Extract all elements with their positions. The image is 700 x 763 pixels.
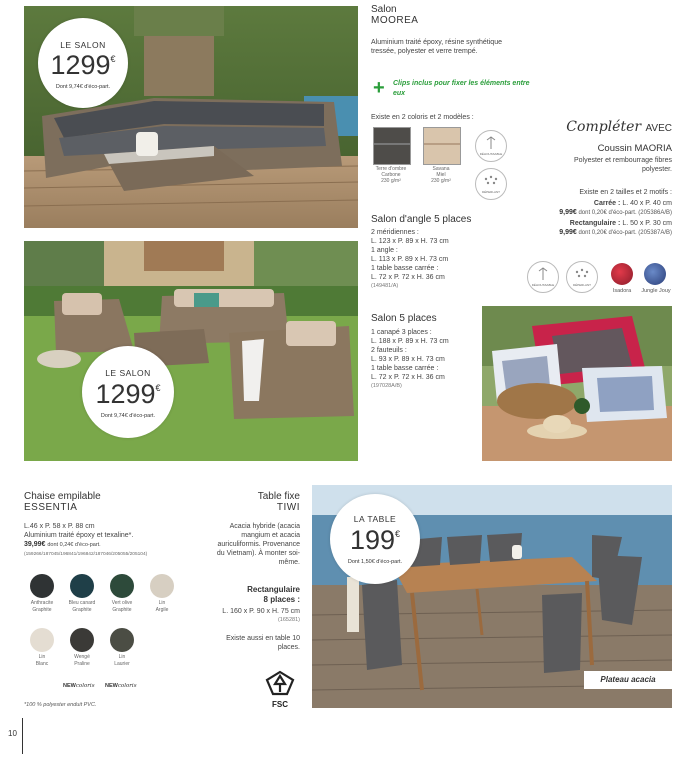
completer-desc: Polyester et rembourrage fibres polyester.: [573, 157, 672, 173]
completer-carree-price: 9,99€ dont 0,20€ d'éco-part. (205386A/B): [559, 209, 672, 216]
photo-cushions: [482, 306, 672, 461]
motif-isadora-label: Isadora: [612, 288, 632, 294]
swatch-terre-ombre-label: Terre d'ombre Carbone 230 g/m²: [375, 166, 407, 184]
chaise-color-label-1: Bleu canard Graphite: [68, 600, 96, 613]
chaise-color-label-6: Lin Laurier: [114, 654, 130, 667]
completer-exists: Existe en 2 tailles et 2 motifs :: [579, 189, 672, 196]
swatch-savana-label: Savana Miel 230 g/m²: [431, 166, 451, 184]
fsc-logo-icon: FSC: [262, 670, 298, 710]
swatch-savana: [423, 127, 461, 165]
badge-label: LA TABLE: [353, 514, 397, 524]
badge-price: 1299€: [50, 50, 116, 80]
salon-clips: Clips inclus pour fixer les éléments entre eux: [393, 80, 530, 97]
chaise-details: L.46 x P. 58 x P. 88 cm Aluminium traité époxy et texaline*. 39,99€ dont 0,24€ d'éco-part. (159266/187045/196841/196842/187046/205055/205104): [24, 523, 148, 557]
dehoussable-icon: DÉHOUSSABLE: [475, 130, 507, 162]
angle-details: 2 méridiennes : L. 123 x P. 89 x H. 73 cm 1 angle : L. 113 x P. 89 x H. 73 cm 1 table basse carrée : L. 72 x P. 72 x H. 36 cm (149481/A): [371, 229, 449, 289]
chaise-swatch-lin-blanc: [30, 628, 54, 652]
completer-rect-price: 9,99€ dont 0,20€ d'éco-part. (205387A/B): [559, 229, 672, 236]
motif-jungle-jouy-label: Jungle Jouy: [641, 288, 671, 294]
plateau-acacia-tag: Plateau acacia: [584, 671, 672, 689]
table-title: Table fixe TIWI: [257, 491, 300, 513]
price-badge-salon-mid: [82, 346, 174, 438]
photo-salon-5-places: [24, 241, 358, 461]
angle-title: Salon d'angle 5 places: [371, 214, 472, 225]
salon-title: Salon MOOREA: [371, 4, 419, 26]
chaise-color-label-4: Lin Blanc: [35, 654, 49, 667]
plus-icon: +: [373, 77, 385, 99]
chaise-color-label-2: Vert olive Graphite: [111, 600, 133, 613]
badge-eco: Dont 9,74€ d'éco-part.: [55, 84, 111, 90]
badge-label: LE SALON: [105, 368, 151, 378]
completer-title: Coussin MAORIA: [597, 143, 672, 154]
completer-rect: Rectangulaire : L. 50 x P. 30 cm: [569, 220, 672, 227]
table-places: Rectangulaire 8 places :: [247, 585, 300, 604]
chaise-swatch-wenge-praline: [70, 628, 94, 652]
salon-exists: Existe en 2 coloris et 2 modèles :: [371, 114, 474, 121]
cushion-deperlant-icon: DÉPERLANT: [566, 261, 598, 293]
swatch-terre-ombre: [373, 127, 411, 165]
chaise-note: *100 % polyester enduit PVC.: [24, 702, 97, 708]
deperlant-icon: DÉPERLANT: [475, 168, 507, 200]
motif-isadora-swatch: [611, 263, 633, 285]
five-title: Salon 5 places: [371, 313, 437, 324]
cushion-dehoussable-icon: DÉHOUSSABLE: [527, 261, 559, 293]
chaise-title: Chaise empilable ESSENTIA: [24, 491, 101, 513]
chaise-color-label-0: Anthracite Graphite: [30, 600, 54, 613]
badge-price: 1299€: [95, 379, 161, 409]
badge-eco: Dont 1,50€ d'éco-part.: [347, 559, 403, 565]
chaise-swatch-anthracite: [30, 574, 54, 598]
badge-price: 199€: [349, 525, 401, 555]
page-number-divider: [22, 718, 23, 754]
table-dims: L. 160 x P. 90 x H. 75 cm: [222, 608, 300, 615]
chaise-swatch-lin-argile: [150, 574, 174, 598]
badge-eco: Dont 9,74€ d'éco-part.: [100, 413, 156, 419]
badge-label: LE SALON: [60, 40, 106, 50]
completer-heading: Compléter AVEC: [566, 119, 672, 135]
price-badge-table: [330, 494, 420, 584]
chaise-swatch-bleu-canard: [70, 574, 94, 598]
chaise-swatch-vert-olive: [110, 574, 134, 598]
motif-jungle-jouy-swatch: [644, 263, 666, 285]
five-details: 1 canapé 3 places : L. 188 x P. 89 x H. 73 cm 2 fauteuils : L. 93 x P. 89 x H. 73 cm 1 table basse carrée : L. 72 x P. 72 x H. 36 cm (197028A/B): [371, 329, 449, 389]
completer-carree: Carrée : L. 40 x P. 40 cm: [593, 200, 672, 207]
price-badge-salon-top: [38, 18, 128, 108]
table-ref: (165281): [277, 617, 300, 623]
new-coloris-badge-2: NEWcoloris: [105, 683, 137, 689]
table-also: Existe aussi en table 10 places.: [226, 635, 300, 651]
chaise-color-label-5: Wengé Praline: [74, 654, 90, 667]
salon-desc: Aluminium traité époxy, résine synthétique tressée, polyester et verre trempé.: [371, 39, 502, 55]
page-number: 10: [8, 729, 17, 738]
chaise-swatch-lin-laurier: [110, 628, 134, 652]
table-desc: Acacia hybride (acacia mangium et acacia auriculiformis. Provenance du Vietnam). À monter soi-même.: [216, 523, 300, 566]
chaise-color-label-3: Lin Argile: [155, 600, 169, 613]
new-coloris-badge-1: NEWcoloris: [63, 683, 95, 689]
